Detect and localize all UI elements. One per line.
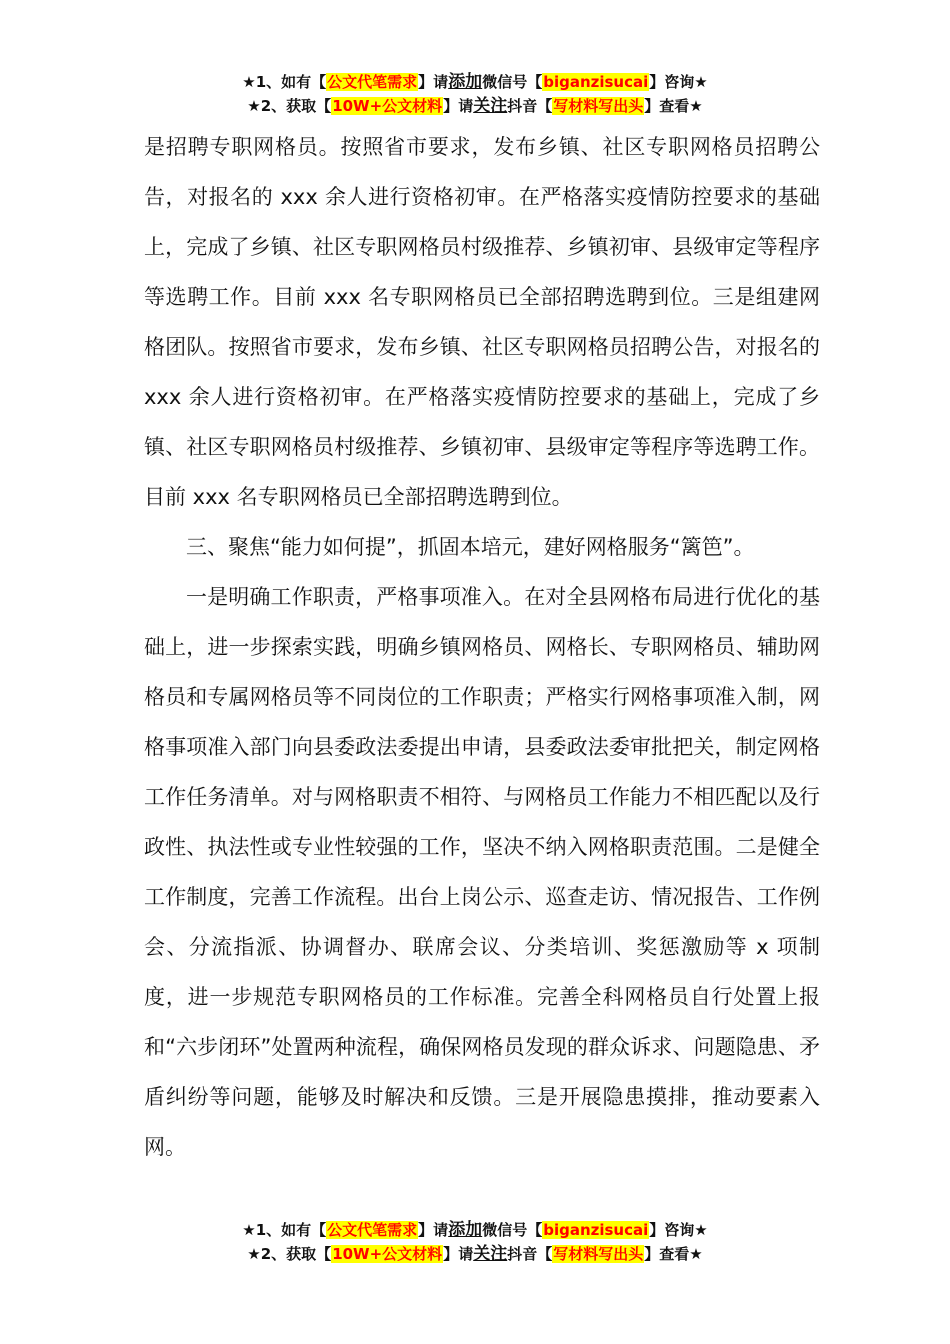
banner-highlight: 写材料写出头 [553,1245,644,1263]
banner-emphasis: 关注 [473,96,508,116]
banner-text: 】查看★ [644,1245,703,1263]
banner-line-1 [0,70,950,94]
banner-highlight: 10W+公文材料 [332,97,443,115]
document-body [144,122,820,1172]
banner-text: ★2、获取【 [247,97,332,115]
banner-text: ★2、获取【 [247,1245,332,1263]
banner-emphasis: 添加 [448,72,483,92]
footer-banner [0,1218,950,1266]
banner-text: 】查看★ [644,97,703,115]
banner-text: 抖音【 [507,97,553,115]
banner-line-1 [0,1218,950,1242]
banner-text: 】请 [418,73,449,91]
banner-text: ★1、如有【 [242,73,327,91]
body-paragraph: 是招聘专职网格员。按照省市要求，发布乡镇、社区专职网格员招聘公告，对报名的 xxx 余人进行资格初审。在严格落实疫情防控要求的基础上，完成了乡镇、社区专职网格员村级推荐、乡镇初审、县级审定等程序等选聘工作。目前 xxx 名专职网格员已全部招聘选聘到位。三是组建网格团队。按照省市要求，发布乡镇、社区专职网格员招聘公告，对报名的 xxx 余人进行资格初审。在严格落实疫情防控要求的基础上，完成了乡镇、社区专职网格员村级推荐、乡镇初审、县级审定等程序等选聘工作。目前 xxx 名专职网格员已全部招聘选聘到位。 [144,135,820,509]
banner-highlight: 公文代笔需求 [327,1221,418,1239]
banner-text: 微信号【 [482,73,543,91]
banner-emphasis: 关注 [473,1244,508,1264]
banner-highlight: biganzisucai [543,73,649,91]
banner-text: 】请 [443,97,474,115]
banner-text: 】请 [443,1245,474,1263]
banner-line-2 [0,1242,950,1266]
banner-highlight: 写材料写出头 [553,97,644,115]
banner-text: ★1、如有【 [242,1221,327,1239]
body-paragraph: 一是明确工作职责，严格事项准入。在对全县网格布局进行优化的基础上，进一步探索实践，明确乡镇网格员、网格长、专职网格员、辅助网格员和专属网格员等不同岗位的工作职责；严格实行网格事项准入制，网格事项准入部门向县委政法委提出申请，县委政法委审批把关，制定网格工作任务清单。对与网格职责不相符、与网格员工作能力不相匹配以及行政性、执法性或专业性较强的工作，坚决不纳入网格职责范围。二是健全工作制度，完善工作流程。出台上岗公示、巡查走访、情况报告、工作例会、分流指派、协调督办、联席会议、分类培训、奖惩激励等 x 项制度，进一步规范专职网格员的工作标准。完善全科网格员自行处置上报和“六步闭环”处置两种流程，确保网格员发现的群众诉求、问题隐患、矛盾纠纷等问题，能够及时解决和反馈。三是开展隐患摸排，推动要素入网。 [144,585,820,1159]
banner-text: 】咨询★ [649,73,708,91]
banner-text: 抖音【 [507,1245,553,1263]
banner-text: 微信号【 [482,1221,543,1239]
banner-highlight: 公文代笔需求 [327,73,418,91]
banner-text: 】请 [418,1221,449,1239]
section-heading: 三、聚焦“能力如何提”，抓固本培元，建好网格服务“篱笆”。 [186,535,755,559]
banner-text: 】咨询★ [649,1221,708,1239]
banner-emphasis: 添加 [448,1220,483,1240]
banner-highlight: biganzisucai [543,1221,649,1239]
banner-highlight: 10W+公文材料 [332,1245,443,1263]
header-banner [0,70,950,118]
banner-line-2 [0,94,950,118]
